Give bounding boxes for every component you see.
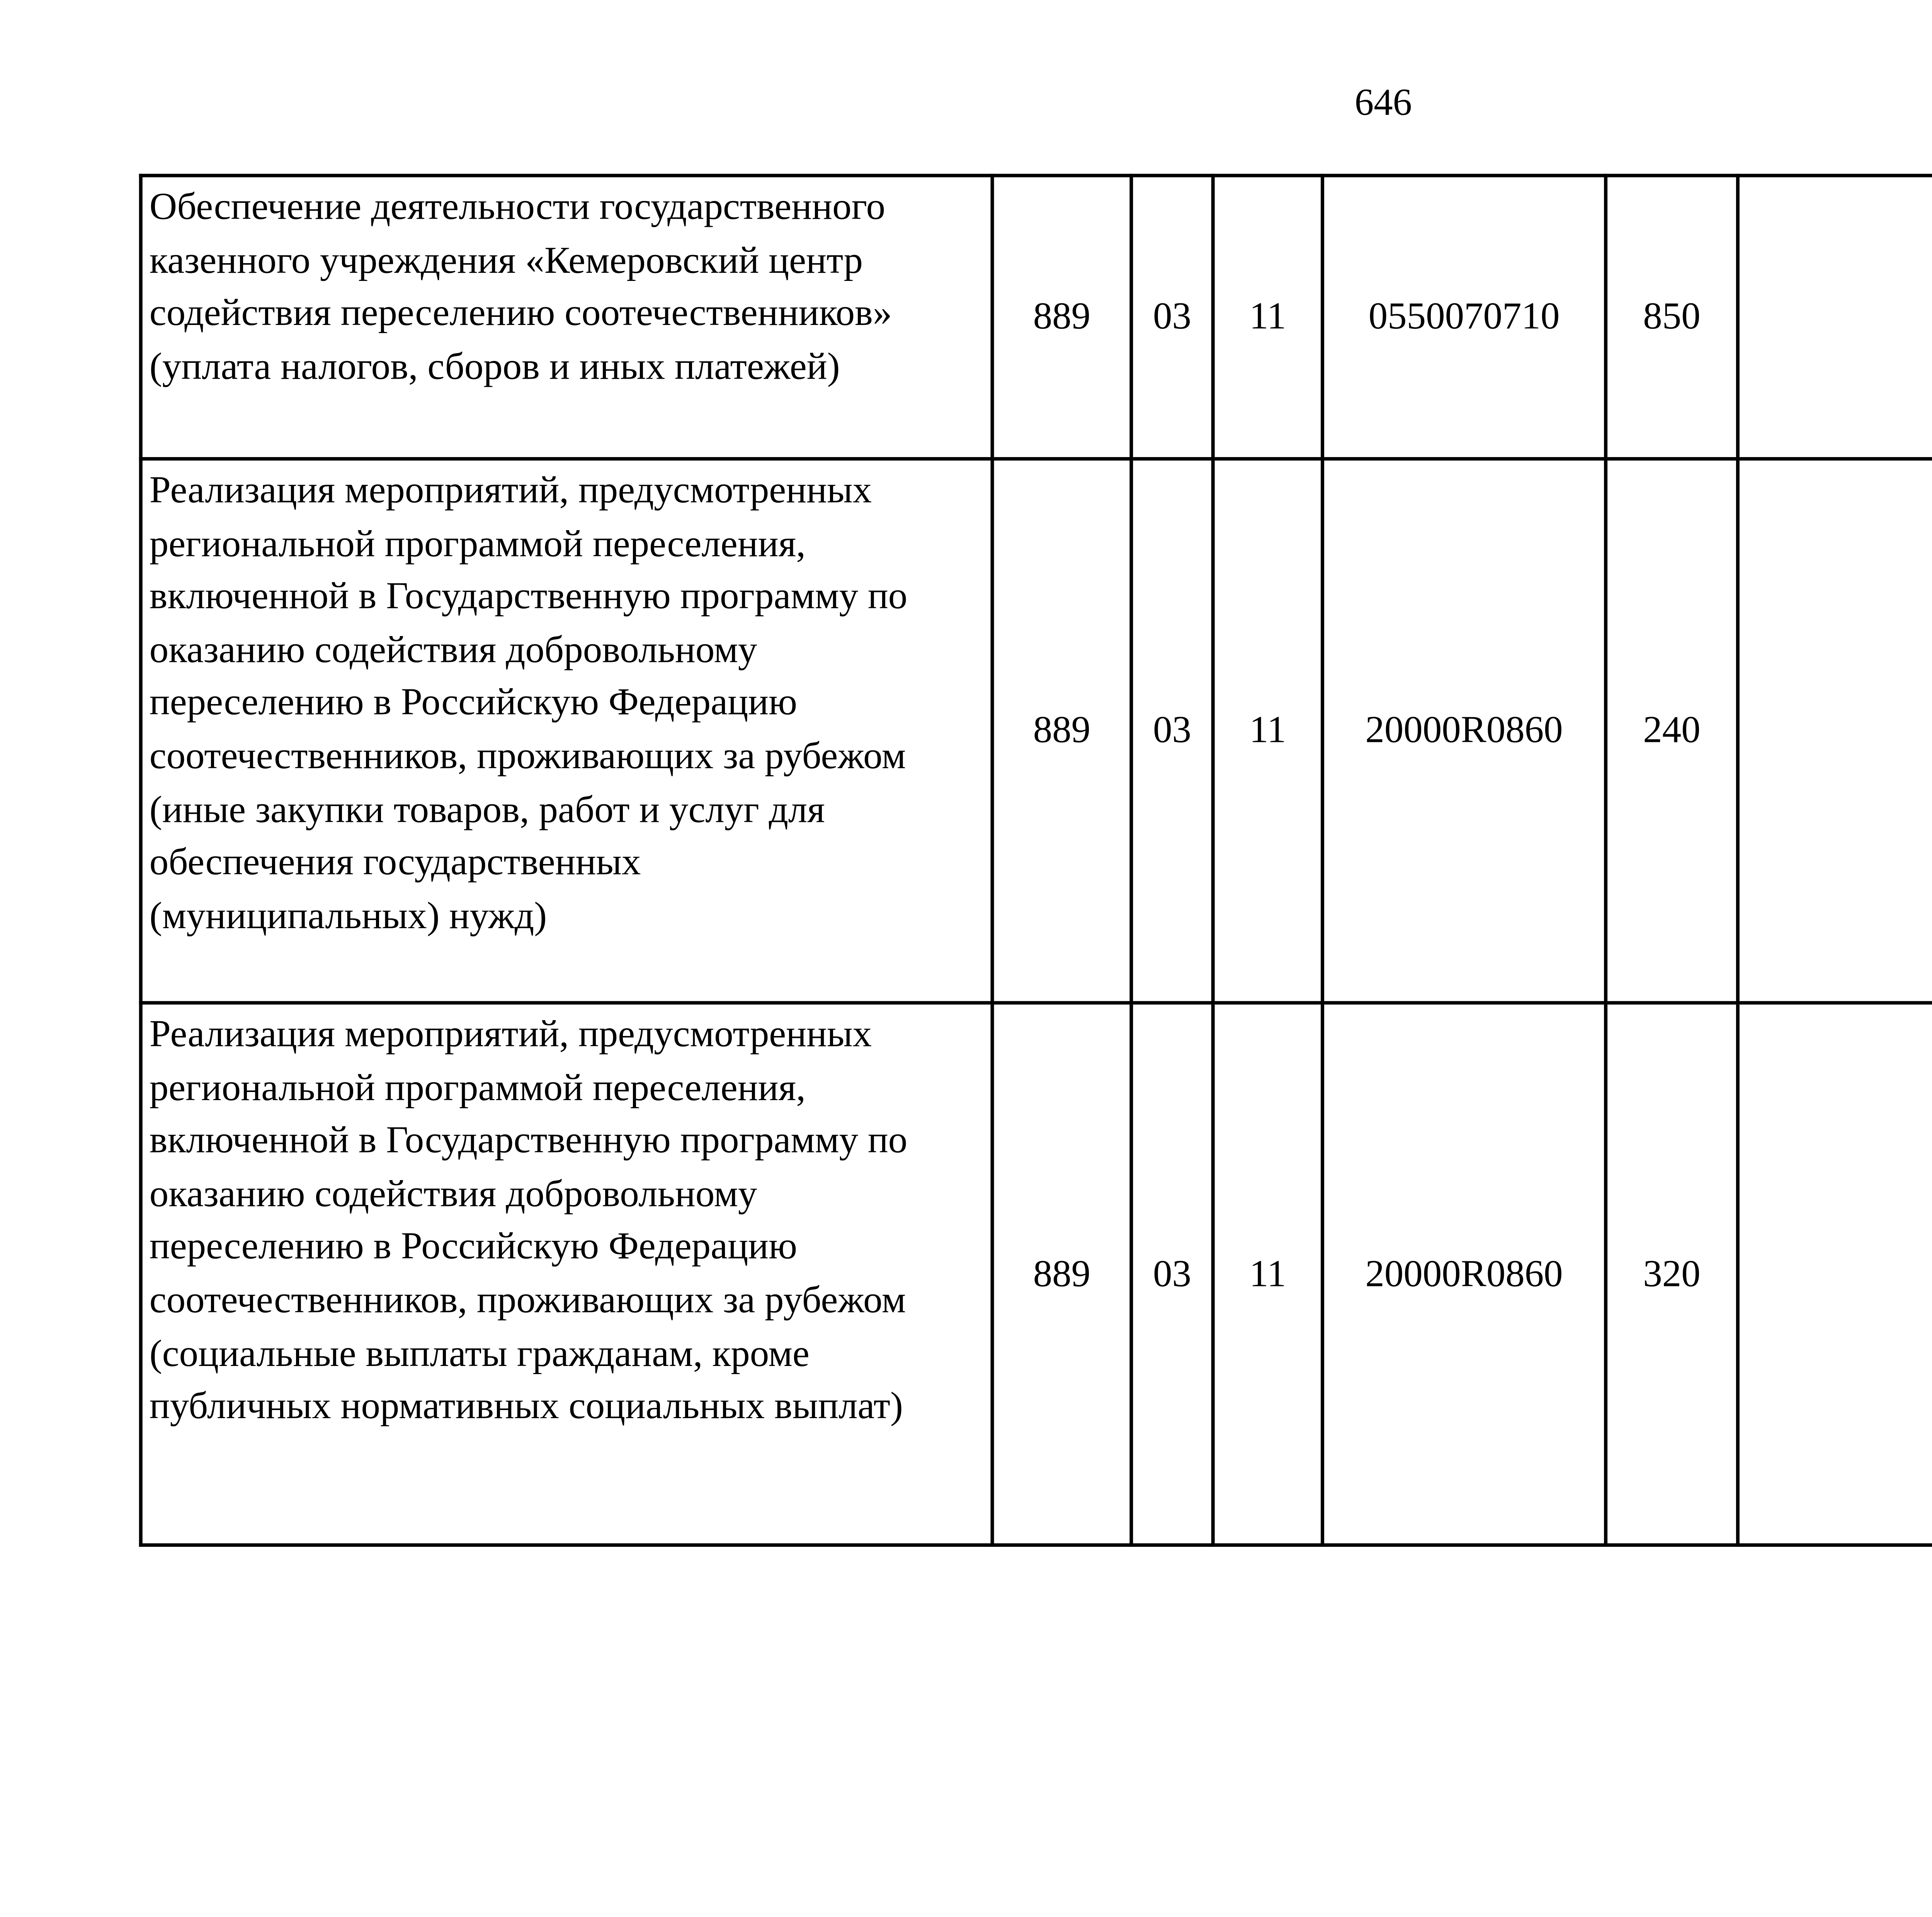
expense-type-cell: 850 — [1606, 175, 1738, 459]
description-line: соотечественников, проживающих за рубежом — [149, 733, 906, 777]
description-line: переселению в Российскую Федерацию — [149, 680, 798, 724]
amount-cell-1 — [1738, 459, 1932, 1003]
section-code-cell: 03 — [1131, 175, 1213, 459]
page-number: 646 — [1354, 80, 1412, 124]
ministry-code-cell: 889 — [992, 175, 1131, 459]
subsection-code-cell: 11 — [1213, 1003, 1322, 1545]
expense-type-cell: 320 — [1606, 1003, 1738, 1545]
description-cell — [141, 459, 992, 1003]
amount-cell-1 — [1738, 1003, 1932, 1545]
target-article-cell: 0550070710 — [1323, 175, 1606, 459]
budget-table — [139, 174, 1932, 1547]
description-line: (муниципальных) нужд) — [149, 893, 547, 937]
table-row — [141, 1003, 1932, 1545]
description-line: (иные закупки товаров, работ и услуг для — [149, 786, 825, 830]
description-line: публичных нормативных социальных выплат) — [149, 1383, 903, 1427]
description-line: региональной программой переселения, — [149, 520, 806, 564]
target-article-cell: 20000R0860 — [1323, 459, 1606, 1003]
description-line: казенного учреждения «Кемеровский центр — [149, 237, 863, 281]
description-line: Реализация мероприятий, предусмотренных — [149, 1011, 872, 1055]
table-row — [141, 459, 1932, 1003]
description-line: региональной программой переселения, — [149, 1065, 806, 1108]
description-line: оказанию содействия добровольному — [149, 627, 757, 671]
description-line: включенной в Государственную программу по — [149, 1118, 908, 1162]
description-line: переселению в Российскую Федерацию — [149, 1224, 798, 1268]
description-line: оказанию содействия добровольному — [149, 1171, 757, 1214]
subsection-code-cell: 11 — [1213, 459, 1322, 1003]
description-line: Реализация мероприятий, предусмотренных — [149, 467, 872, 511]
description-cell — [141, 175, 992, 459]
description-line: обеспечения государственных — [149, 840, 641, 883]
description-line: Обеспечение деятельности государственного — [149, 184, 886, 228]
description-cell — [141, 1003, 992, 1545]
ministry-code-cell: 889 — [992, 459, 1131, 1003]
description-line: (уплата налогов, сборов и иных платежей) — [149, 344, 840, 388]
description-line: соотечественников, проживающих за рубежом — [149, 1277, 906, 1321]
subsection-code-cell: 11 — [1213, 175, 1322, 459]
amount-cell-1 — [1738, 175, 1932, 459]
section-code-cell: 03 — [1131, 1003, 1213, 1545]
expense-type-cell: 240 — [1606, 459, 1738, 1003]
ministry-code-cell: 889 — [992, 1003, 1131, 1545]
target-article-cell: 20000R0860 — [1323, 1003, 1606, 1545]
table-row — [141, 175, 1932, 459]
description-line: содействия переселению соотечественников» — [149, 290, 892, 334]
description-line: включенной в Государственную программу по — [149, 574, 908, 617]
description-line: (социальные выплаты гражданам, кроме — [149, 1330, 810, 1374]
section-code-cell: 03 — [1131, 459, 1213, 1003]
